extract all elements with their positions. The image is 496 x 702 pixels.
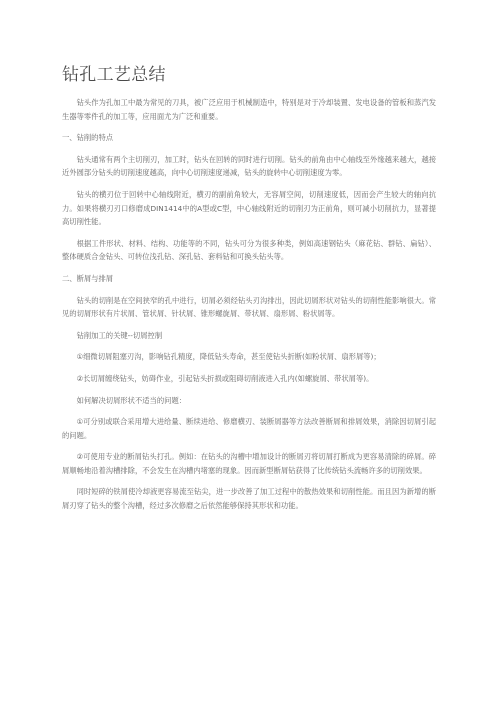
paragraph: ②可使用专业的断屑钻头打孔。例如：在钻头的沟槽中增加设计的断屑刃将切屑打断成为更容易清除的碎屑。碎屑顺畅地沿着沟槽排除，不会发生在沟槽内堵塞的现象。因而新型断屑钻获得了比传统钻头流畅许多的切削效果。	[62, 452, 436, 475]
paragraph: 钻削加工的关键--切屑控制	[76, 330, 163, 340]
paragraph: 钻头的切削是在空间狭窄的孔中进行，切屑必须经钻头刃沟排出，因此切屑形状对钻头的切削性能影响很大。常见的切屑形状有片状屑、管状屑、针状屑、锥形螺旋屑、带状屑、扇形屑、粉状屑等。	[62, 295, 436, 319]
paragraph: 钻头的横刃位于回转中心轴线附近，横刃的副前角较大，无容屑空间，切削速度低，因而会产生较大的轴向抗力。如果将横刃刃口修磨成DIN1414中的A型或C型，中心轴线附近的切削刃为正前角，则可减小切削抗力，显著提高切削性能。	[62, 189, 436, 227]
document-title: 钻孔工艺总结	[62, 65, 166, 85]
section-heading: 二、断屑与排屑	[62, 273, 114, 283]
paragraph: ①可分别或联合采用增大进给量、断续进给、修磨横刃、装断屑器等方法改善断屑和排屑效果，消除因切屑引起的问题。	[62, 417, 436, 440]
document-body	[62, 96, 436, 521]
paragraph: ②长切屑缠绕钻头，妨碍作业，引起钻头折损或阻碍切削液进入孔内(如螺旋屑、带状屑等)。	[76, 373, 374, 383]
paragraph: ①细微切屑阻塞刃沟，影响钻孔精度，降低钻头寿命，甚至使钻头折断(如粉状屑、扇形屑等)；	[76, 352, 381, 362]
paragraph: 同时短碎的铁屑使冷却液更容易流至钻尖，进一步改善了加工过程中的散热效果和切削性能。而且因为新增的断屑刃穿了钻头的整个沟槽，经过多次修磨之后依然能够保持其形状和功能。	[62, 487, 436, 511]
paragraph: 如何解决切屑形状不适当的问题：	[76, 395, 187, 405]
section-heading: 一、钻削的特点	[62, 133, 114, 143]
paragraph: 根据工件形状、材料、结构、功能等的不同，钻头可分为很多种类，例如高速钢钻头（麻花钻、群钻、扁钻）、整体硬质合金钻头、可转位浅孔钻、深孔钻、套料钻和可换头钻头等。	[62, 238, 436, 262]
paragraph: 钻头通常有两个主切削刃，加工时，钻头在回转的同时进行切削。钻头的前角由中心轴线至外缘越来越大，越接近外圆部分钻头的切削速度越高，向中心切削速度递减，钻头的旋转中心切削速度为零。	[62, 154, 436, 178]
paragraph: 钻头作为孔加工中最为常见的刀具，被广泛应用于机械制造中，特别是对于冷却装置、发电设备的管板和蒸汽发生器等零件孔的加工等，应用面尤为广泛和重要。	[62, 98, 436, 121]
